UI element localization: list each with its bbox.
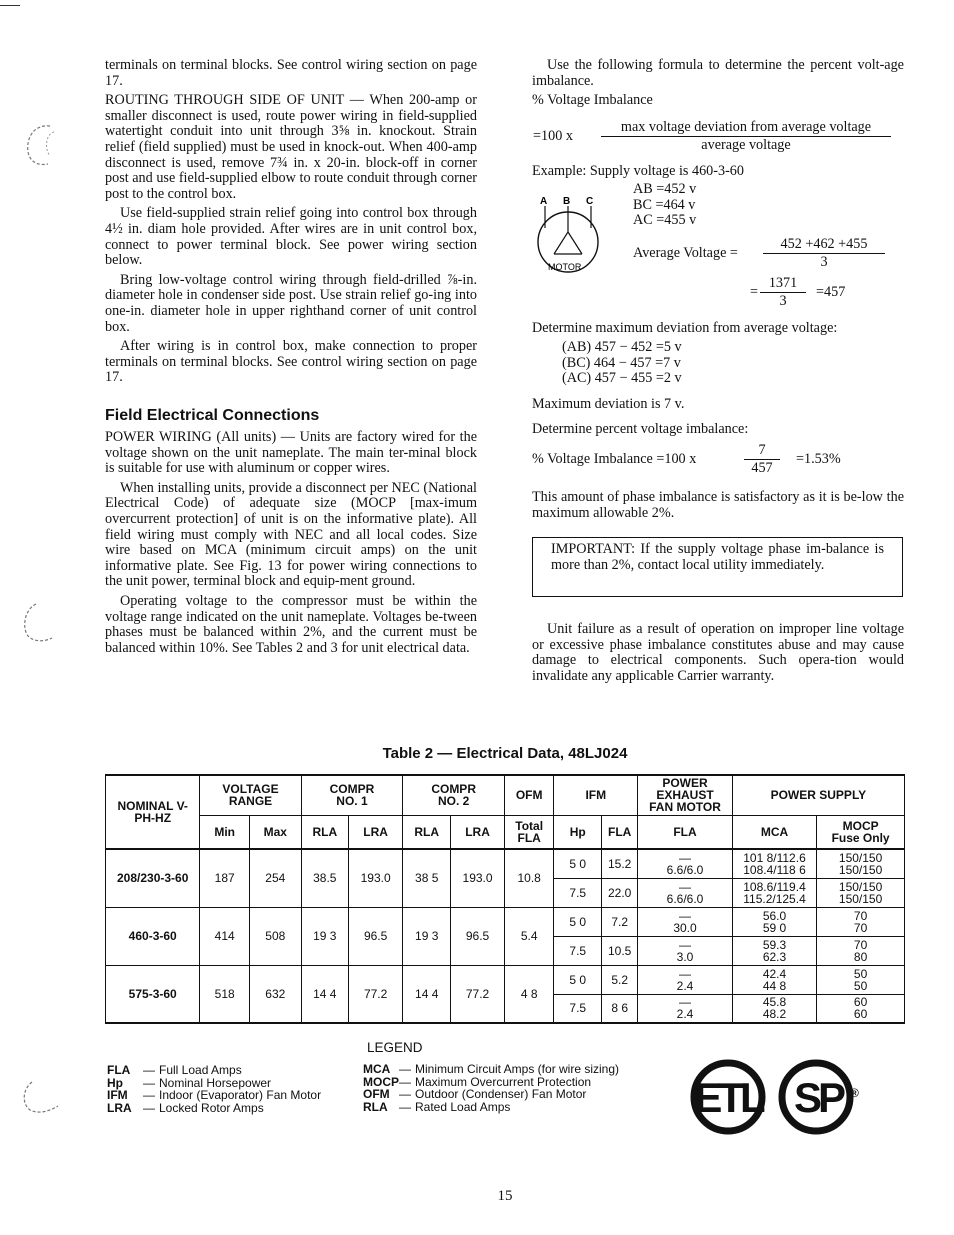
paragraph: Use field-supplied strain relief going into control box through 4½ in. diam hole provided. After wires are in unit control box, connect to power terminal block. See power wiring section below. [105, 205, 477, 269]
ofm-cell: 4 8 [504, 965, 553, 1023]
phase-label-a: A [540, 196, 548, 207]
legend-title: LEGEND [367, 1040, 423, 1055]
mocp-line-1: 60 [853, 995, 868, 1010]
mca-cell [732, 878, 816, 907]
power-exhaust-line-1: — [679, 908, 691, 923]
formula-lhs: =100 x [533, 128, 573, 144]
mca-cell [732, 907, 816, 936]
power-exhaust-line-2: 2.4 [676, 1007, 694, 1022]
legend-dash: — [399, 1087, 411, 1102]
power-exhaust-line-1: — [679, 937, 691, 952]
percent-label: % Voltage Imbalance =100 x [532, 451, 697, 467]
paragraph: ROUTING THROUGH SIDE OF UNIT — When 200-amp or smaller disconnect is used, route power wiring in field-supplied watertight conduit into unit through 3⅝ in. knockout. Strain relief (field supplied) must be used in knock-out. When 400-amp disconnect is used, remove 7¾ in. x 20-in. block-off in corner post and use field-supplied elbow to route conduit through corner post to the control box. [105, 92, 477, 202]
mca-cell [732, 936, 816, 965]
legend-dash: — [143, 1075, 155, 1090]
paragraph: Operating voltage to the compressor must be within the voltage range indicated on the unit nameplate. Voltages be-tween phases must be balanced within 2%, and the current must be balanced within 10%. See Tables 2 and 3 for unit electrical data. [105, 592, 477, 656]
deviation-ab: (AB) 457 − 452 =5 v [562, 339, 682, 355]
col-header-nominal: NOMINAL V-PH-HZ [106, 775, 200, 849]
mocp-line-1: 150/150 [838, 879, 883, 894]
compr1-lra-cell: 77.2 [348, 965, 402, 1023]
nominal-cell: 208/230-3-60 [106, 849, 200, 907]
max-voltage-cell: 508 [249, 907, 301, 965]
power-exhaust-line-2: 2.4 [676, 978, 694, 993]
mca-line-2: 59 0 [762, 920, 787, 935]
average-numerator: 452 +462 +455 [763, 236, 885, 254]
compr2-lra-cell: 77.2 [451, 965, 505, 1023]
formula-denominator: average voltage [701, 137, 791, 153]
ifm-hp-cell: 5 0 [554, 907, 602, 936]
paragraph: Unit failure as a result of operation on improper line voltage or excessive phase imbalance constitutes abuse and may cause damage to electrical components. Such opera-tion would invalidate any applicable Carrier warranty. [532, 621, 904, 684]
mocp-cell [817, 936, 905, 965]
ifm-fla-cell: 7.2 [602, 907, 638, 936]
mca-line-1: 56.0 [762, 908, 787, 923]
mocp-line-2: 70 [853, 920, 868, 935]
ifm-fla-cell: 8 6 [602, 994, 638, 1023]
paragraph: When installing units, provide a disconnect per NEC (National Electrical Code) of adequate size (MOCP [max-imum overcurrent protection] of unit is on the informative plate). All field wiring must comply with NEC and all local codes. Size wire based on MCA (minimum circuit amps) on the unit informative plate. See Fig. 13 for power wiring connections to the unit power, terminal block and equip-ment ground. [105, 479, 477, 590]
phase-label-b: B [563, 196, 571, 207]
important-box [532, 537, 903, 597]
numerator: 7 [744, 442, 780, 460]
paragraph: Bring low-voltage control wiring through field-drilled ⅞-in. diameter hole in condenser side post. Use strain relief go-ing into one-in. diameter hole in upper righthand corner of unit control box. [105, 271, 477, 335]
mocp-line-1: 70 [853, 908, 868, 923]
numerator: 1371 [760, 275, 806, 293]
mocp-cell [817, 878, 905, 907]
voltage-ab: AB =452 v [633, 181, 697, 197]
ofm-cell: 5.4 [504, 907, 553, 965]
average-denominator: 3 [820, 254, 828, 270]
right-failure [532, 622, 904, 688]
power-exhaust-line-1: — [679, 966, 691, 981]
denominator: 457 [751, 460, 773, 476]
etl-listed-logo [688, 1058, 768, 1136]
legend-key: Hp [107, 1075, 123, 1090]
phase-label-c: C [586, 196, 594, 207]
section-heading: Field Electrical Connections [105, 407, 320, 424]
average-label: Average Voltage = [633, 245, 738, 261]
legend-desc: Rated Load Amps [415, 1099, 511, 1114]
denominator: 3 [779, 293, 787, 309]
power-exhaust-cell [638, 849, 733, 878]
compr2-rla-cell: 38 5 [403, 849, 451, 907]
right-intro [532, 58, 904, 113]
mocp-line-2: 80 [853, 949, 868, 964]
example-text: Example: Supply voltage is 460-3-60 [532, 163, 744, 179]
max-voltage-cell: 632 [249, 965, 301, 1023]
legend-desc: Minimum Circuit Amps (for wire sizing) [415, 1062, 620, 1076]
power-exhaust-line-2: 30.0 [673, 920, 697, 935]
col-header-fla: FLA [638, 815, 733, 849]
etl-logo-text: ETL [694, 1074, 762, 1121]
min-voltage-cell: 414 [200, 907, 250, 965]
motor-label: MOTOR [548, 262, 582, 272]
mca-cell [732, 849, 816, 878]
legend-item [363, 1101, 619, 1114]
ifm-fla-cell: 10.5 [602, 936, 638, 965]
formula-numerator: max voltage deviation from average voltage [601, 119, 891, 137]
voltage-bc: BC =464 v [633, 196, 696, 213]
min-voltage-cell: 518 [200, 965, 250, 1023]
col-header-rla: RLA [301, 815, 348, 849]
legend-desc: Locked Rotor Amps [159, 1100, 264, 1115]
right-conclusion [532, 490, 904, 525]
table-title: Table 2 — Electrical Data, 48LJ024 [382, 745, 628, 762]
legend-key: LRA [107, 1100, 132, 1115]
ofm-cell: 10.8 [504, 849, 553, 907]
col-header-mocp: MOCP Fuse Only [817, 815, 905, 849]
col-header-compr-2: COMPR NO. 2 [403, 775, 505, 815]
compr2-rla-cell: 14 4 [403, 965, 451, 1023]
paragraph: Use the following formula to determine the percent volt-age imbalance. [532, 57, 904, 89]
nominal-cell: 575-3-60 [106, 965, 200, 1023]
col-header-lra: LRA [451, 815, 505, 849]
legend-left [107, 1064, 321, 1114]
col-header-ifm: IFM [554, 775, 638, 815]
mca-line-1: 101 8/112.6 [743, 850, 806, 865]
mca-line-2: 48.2 [762, 1007, 787, 1022]
mca-line-2: 44 8 [762, 978, 787, 993]
mocp-line-2: 150/150 [838, 862, 883, 877]
ifm-fla-cell: 22.0 [602, 878, 638, 907]
formula-fraction [601, 119, 891, 154]
mocp-cell [817, 907, 905, 936]
compr2-rla-cell: 19 3 [403, 907, 451, 965]
power-exhaust-cell [638, 936, 733, 965]
voltage-list [633, 182, 696, 229]
mocp-line-1: 70 [853, 937, 868, 952]
legend-key: FLA [107, 1063, 131, 1077]
power-exhaust-cell [638, 994, 733, 1023]
deviation-bc: (BC) 464 − 457 =7 v [562, 354, 681, 371]
ifm-hp-cell: 7.5 [554, 994, 602, 1023]
col-header-max: Max [249, 815, 301, 849]
average-value: =457 [816, 284, 846, 300]
csa-logo [776, 1058, 856, 1136]
legend-dash: — [399, 1099, 411, 1114]
compr1-rla-cell: 19 3 [301, 907, 348, 965]
corner-mark [0, 5, 20, 6]
paragraph: Maximum deviation is 7 v. [532, 396, 685, 412]
paragraph: This amount of phase imbalance is satisfactory as it is be-low the maximum allowable 2%. [532, 489, 904, 521]
col-header-total-fla: Total FLA [504, 815, 553, 849]
legend-key: OFM [363, 1087, 390, 1102]
power-exhaust-line-1: — [679, 850, 691, 865]
mocp-cell [817, 849, 905, 878]
paragraph: Determine maximum deviation from average voltage: [532, 320, 838, 336]
compr1-rla-cell: 14 4 [301, 965, 348, 1023]
mocp-line-2: 60 [853, 1007, 868, 1022]
legend-key: RLA [363, 1099, 388, 1114]
mca-line-2: 62.3 [762, 949, 787, 964]
mocp-line-2: 150/150 [838, 891, 883, 906]
voltage-ac: AC =455 v [633, 212, 697, 229]
mca-cell [732, 965, 816, 994]
col-header-lra: LRA [348, 815, 402, 849]
page-number: 15 [497, 1188, 513, 1204]
legend-dash: — [399, 1062, 411, 1076]
compr1-lra-cell: 193.0 [348, 849, 402, 907]
hole-punch-mark [20, 122, 64, 168]
power-exhaust-cell [638, 965, 733, 994]
compr1-lra-cell: 96.5 [348, 907, 402, 965]
deviation-list [562, 340, 682, 387]
ifm-hp-cell: 5 0 [554, 965, 602, 994]
legend-key: MCA [363, 1062, 391, 1076]
equals-sign: = [750, 284, 759, 300]
mca-line-1: 108.6/119.4 [743, 879, 806, 894]
col-header-mca: MCA [732, 815, 816, 849]
col-header-voltage-range: VOLTAGE RANGE [200, 775, 301, 815]
legend-key: MOCP [363, 1074, 399, 1089]
electrical-data-table [105, 774, 905, 1024]
compr2-lra-cell: 193.0 [451, 849, 505, 907]
important-text: IMPORTANT: If the supply voltage phase im-balance is more than 2%, contact local utility immediately. [551, 541, 884, 573]
legend-desc: Outdoor (Condenser) Fan Motor [415, 1087, 587, 1102]
legend-dash: — [143, 1063, 155, 1077]
power-exhaust-line-2: 6.6/6.0 [666, 891, 704, 906]
ifm-fla-cell: 15.2 [602, 849, 638, 878]
power-exhaust-cell [638, 878, 733, 907]
hole-punch-mark [16, 1078, 64, 1118]
mocp-line-1: 50 [853, 966, 868, 981]
legend-desc: Indoor (Evaporator) Fan Motor [159, 1088, 322, 1103]
mca-line-1: 59.3 [762, 937, 787, 952]
power-exhaust-line-1: — [679, 879, 691, 894]
col-header-fla: FLA [602, 815, 638, 849]
ifm-hp-cell: 5 0 [554, 849, 602, 878]
mocp-cell [817, 994, 905, 1023]
table-row [106, 849, 905, 878]
formula-label: % Voltage Imbalance [532, 92, 653, 109]
legend-dash: — [143, 1088, 155, 1103]
table-body [106, 849, 905, 1023]
power-exhaust-line-2: 3.0 [676, 949, 694, 964]
min-voltage-cell: 187 [200, 849, 250, 907]
ifm-hp-cell: 7.5 [554, 936, 602, 965]
col-header-rla: RLA [403, 815, 451, 849]
mca-cell [732, 994, 816, 1023]
legend-desc: Full Load Amps [159, 1063, 242, 1077]
csa-logo-text: SP [793, 1074, 843, 1121]
legend-right [363, 1063, 619, 1113]
compr2-lra-cell: 96.5 [451, 907, 505, 965]
legend-dash: — [143, 1100, 155, 1115]
power-exhaust-line-2: 6.6/6.0 [666, 862, 704, 877]
mca-line-2: 115.2/125.4 [743, 891, 806, 906]
col-header-power-exhaust: POWER EXHAUST FAN MOTOR [638, 775, 733, 815]
mca-line-2: 108.4/118 6 [743, 862, 806, 877]
max-voltage-cell: 254 [249, 849, 301, 907]
left-column-lower [105, 430, 477, 660]
legend-dash: — [399, 1074, 411, 1089]
legend-key: IFM [107, 1088, 128, 1103]
left-column [105, 58, 477, 390]
paragraph: POWER WIRING (All units) — Units are factory wired for the voltage shown on the unit nameplate. The main ter-minal block is suitable for use with aluminum or copper wires. [105, 429, 477, 477]
col-header-power-supply: POWER SUPPLY [732, 775, 904, 815]
paragraph: terminals on terminal blocks. See control wiring section on page 17. [105, 57, 477, 89]
legend-item [107, 1102, 321, 1115]
col-header-compr-1: COMPR NO. 1 [301, 775, 403, 815]
ifm-hp-cell: 7.5 [554, 878, 602, 907]
legend-desc: Nominal Horsepower [159, 1075, 272, 1090]
deviation-ac: (AC) 457 − 455 =2 v [562, 370, 682, 387]
mca-line-1: 45.8 [762, 995, 787, 1010]
legend-desc: Maximum Overcurrent Protection [415, 1074, 592, 1089]
compr1-rla-cell: 38.5 [301, 849, 348, 907]
power-exhaust-line-1: — [679, 995, 691, 1010]
ifm-fla-cell: 5.2 [602, 965, 638, 994]
average-fraction-2 [760, 275, 806, 310]
mocp-line-1: 150/150 [838, 850, 883, 865]
power-exhaust-cell [638, 907, 733, 936]
col-header-hp: Hp [554, 815, 602, 849]
paragraph: Determine percent voltage imbalance: [532, 421, 749, 437]
table-row [106, 907, 905, 936]
average-fraction [763, 236, 885, 271]
hole-punch-mark [18, 600, 62, 646]
paragraph: After wiring is in control box, make connection to proper terminals on terminal blocks. See control wiring section on page 17. [105, 338, 477, 386]
mocp-line-2: 50 [853, 978, 868, 993]
nominal-cell: 460-3-60 [106, 907, 200, 965]
mocp-cell [817, 965, 905, 994]
col-header-ofm: OFM [504, 775, 553, 815]
registered-mark: ® [850, 1086, 859, 1100]
table-row [106, 965, 905, 994]
motor-diagram [532, 192, 604, 274]
col-header-min: Min [200, 815, 250, 849]
percent-fraction [744, 442, 780, 477]
percent-value: =1.53% [796, 451, 841, 467]
mca-line-1: 42.4 [762, 966, 787, 981]
